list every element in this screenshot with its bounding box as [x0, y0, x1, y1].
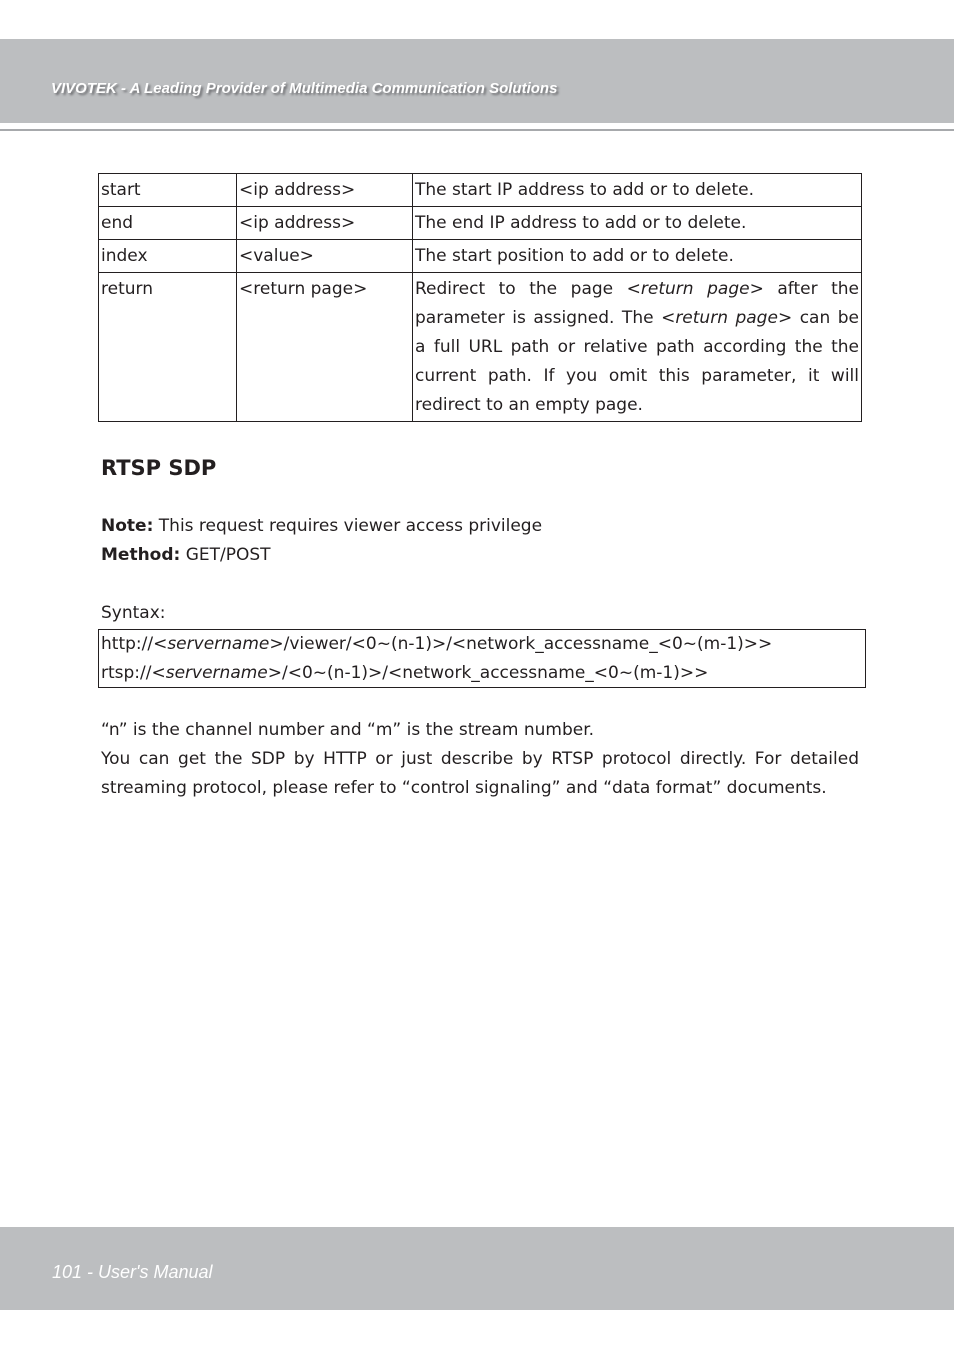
param-name: return	[99, 273, 237, 422]
note-line	[101, 516, 542, 536]
syntax-prefix: rtsp://<	[101, 663, 166, 683]
section-title: RTSP SDP	[101, 456, 217, 480]
page-number: 101 - User's Manual	[52, 1262, 213, 1282]
desc-text: > after the parameter is assigned. The <	[415, 279, 860, 328]
param-description	[413, 273, 862, 422]
parameter-table	[98, 173, 862, 422]
syntax-label: Syntax:	[101, 603, 166, 623]
desc-italic: return page	[675, 308, 778, 328]
table-row	[99, 273, 862, 422]
param-name: start	[99, 174, 237, 207]
param-value: <value>	[237, 240, 413, 273]
syntax-line-rtsp	[99, 659, 865, 688]
param-description: The start IP address to add or to delete.	[413, 174, 862, 207]
syntax-suffix: >/viewer/<0~(n-1)>/<network_accessname_<0~(m-1)>>	[269, 634, 773, 654]
syntax-servername: servername	[165, 663, 268, 683]
param-name: index	[99, 240, 237, 273]
desc-italic: return page	[640, 279, 750, 299]
note-label: Note:	[101, 516, 154, 536]
method-line	[101, 545, 271, 565]
desc-text: Redirect to the page <	[415, 279, 641, 299]
explanation-channel: “n” is the channel number and “m” is the stream number.	[101, 720, 595, 740]
method-text: GET/POST	[180, 545, 271, 565]
param-description: The start position to add or to delete.	[413, 240, 862, 273]
param-value: <ip address>	[237, 174, 413, 207]
syntax-prefix: http://<	[101, 634, 168, 654]
param-description: The end IP address to add or to delete.	[413, 207, 862, 240]
note-text: This request requires viewer access privilege	[153, 516, 543, 536]
method-label: Method:	[101, 545, 181, 565]
table-row	[99, 240, 862, 273]
table-row	[99, 207, 862, 240]
syntax-box	[98, 629, 866, 688]
param-value: <return page>	[237, 273, 413, 422]
syntax-servername: servername	[167, 634, 270, 654]
syntax-suffix: >/<0~(n-1)>/<network_accessname_<0~(m-1)>>	[267, 663, 709, 683]
explanation-sdp: You can get the SDP by HTTP or just describe by RTSP protocol directly. For detailed streaming protocol, please refer to “control signaling” and “data format” documents.	[101, 749, 859, 798]
syntax-line-http	[99, 630, 865, 659]
param-name: end	[99, 207, 237, 240]
header-rule	[0, 129, 954, 131]
desc-text: > can be a full URL path or relative path according the the current path. If you omit this parameter, it will redirect to an empty page.	[415, 308, 859, 415]
header-title: VIVOTEK - A Leading Provider of Multimedia Communication Solutions	[51, 80, 558, 97]
table-row	[99, 174, 862, 207]
param-value: <ip address>	[237, 207, 413, 240]
